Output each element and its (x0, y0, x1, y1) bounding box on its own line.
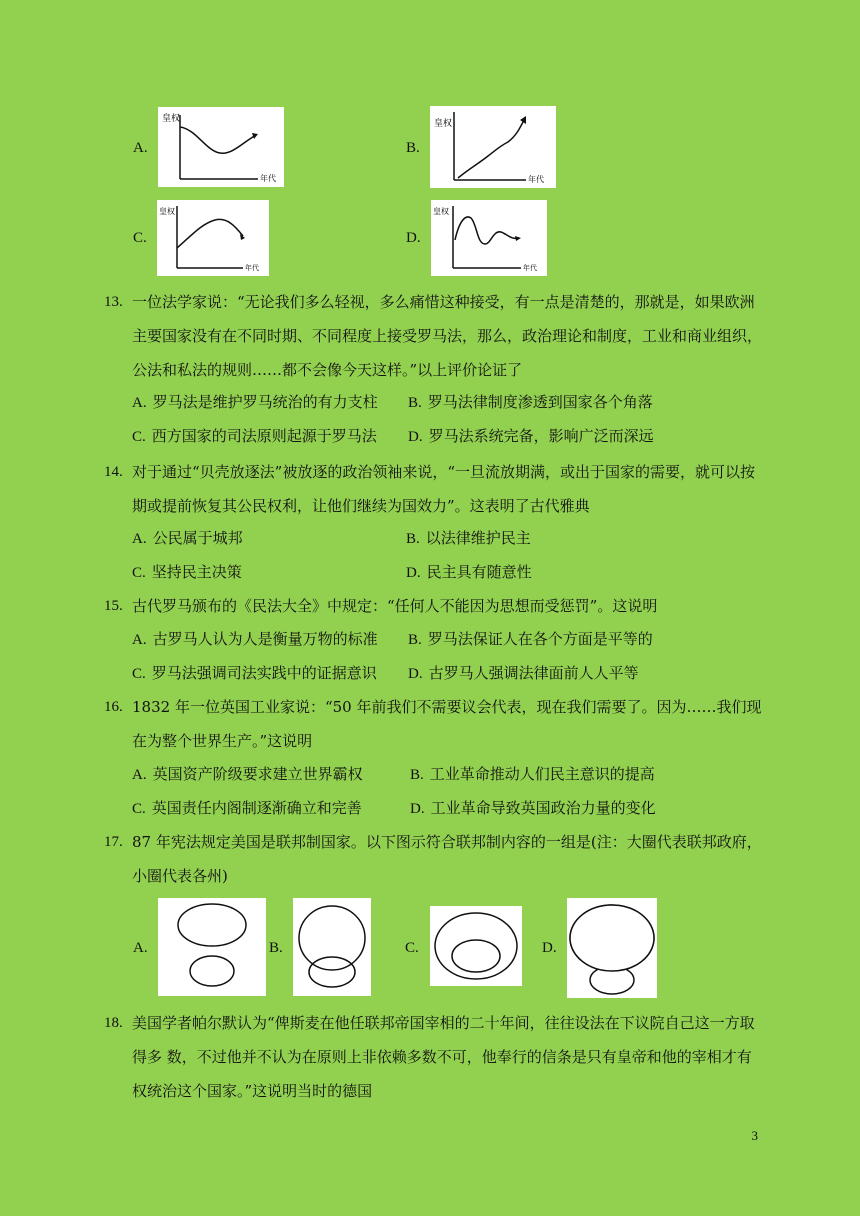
q12-option-a-label: A. (133, 140, 148, 156)
q14-option-c-label: C. (132, 565, 146, 581)
q15-option-a-label: A. (132, 632, 147, 648)
q13-option-d-text: 罗马法系统完备，影响广泛而深远 (428, 427, 654, 445)
q16-option-c-label: C. (132, 801, 146, 817)
question-14-number: 14. (104, 464, 123, 480)
q13-option-a[interactable] (132, 392, 378, 413)
q14-option-b-label: B. (406, 531, 420, 547)
q16-option-b-text: 工业革命推动人们民主意识的提高 (429, 765, 655, 783)
q13-option-a-label: A. (132, 395, 147, 411)
q12-option-b-label: B. (406, 140, 420, 156)
question-18-stem: 美国学者帕尔默认为“俾斯麦在他任联邦帝国宰相的二十年间，往往设法在下议院自己这一方取得多 数，不过他并不认为在原则上非依赖多数不可，他奉行的信条是只有皇帝和他的宰相才有权统治这个国家。”这说明当时的德国 (132, 1014, 755, 1100)
q15-option-a[interactable] (132, 629, 378, 650)
q15-option-d[interactable] (408, 663, 639, 684)
q13-option-d-label: D. (408, 429, 423, 445)
q13-option-c-label: C. (132, 429, 146, 445)
q17-diagram-a (158, 898, 266, 996)
question-18-number: 18. (104, 1015, 123, 1031)
q13-option-b[interactable] (408, 392, 653, 413)
question-14-stem: 对于通过“贝壳放逐法”被放逐的政治领袖来说，“一旦流放期满，或出于国家的需要，就可以按期或提前恢复其公民权利，让他们继续为国效力”。这表明了古代雅典 (132, 463, 756, 515)
q16-option-d-text: 工业革命导致英国政治力量的变化 (430, 799, 656, 817)
q17-diagram-c (430, 906, 522, 986)
q14-option-d-text: 民主具有随意性 (426, 563, 532, 581)
q13-option-d[interactable] (408, 426, 654, 447)
q12-chart-a (158, 107, 284, 187)
q15-option-b-text: 罗马法保证人在各个方面是平等的 (427, 630, 653, 648)
q12-chart-a-ylabel: 皇权 (162, 114, 181, 124)
question-17 (104, 825, 764, 893)
q16-option-c[interactable] (132, 798, 362, 819)
q16-option-c-text: 英国责任内阁制逐渐确立和完善 (151, 799, 362, 817)
question-13-number: 13. (104, 294, 123, 310)
q14-option-a-label: A. (132, 531, 147, 547)
q16-option-d-label: D. (410, 801, 425, 817)
question-16-stem: 1832 年一位英国工业家说：“50 年前我们不需要议会代表，现在我们需要了。因为……我们现在为整个世界生产。”这说明 (132, 698, 762, 750)
q15-option-c[interactable] (132, 663, 377, 684)
q12-chart-b (430, 106, 556, 188)
question-15 (104, 589, 764, 623)
q12-chart-d-ylabel: 皇权 (433, 207, 449, 216)
q14-option-c-text: 坚持民主决策 (151, 563, 242, 581)
question-18 (104, 1006, 764, 1108)
q16-option-d[interactable] (410, 798, 656, 819)
q14-option-b[interactable] (406, 528, 531, 549)
q15-option-a-text: 古罗马人认为人是衡量万物的标准 (152, 630, 378, 648)
page-number: 3 (751, 1128, 758, 1143)
q17-option-b-label[interactable]: B. (269, 940, 283, 956)
q16-option-b[interactable] (410, 764, 655, 785)
q14-option-c[interactable] (132, 562, 242, 583)
q12-chart-b-xlabel: 年代 (528, 175, 544, 184)
question-15-stem: 古代罗马颁布的《民法大全》中规定：“任何人不能因为思想而受惩罚”。这说明 (132, 597, 658, 615)
q12-chart-a-xlabel: 年代 (260, 174, 276, 183)
q13-option-c[interactable] (132, 426, 377, 447)
q17-diagram-d (567, 898, 657, 998)
q16-option-a-label: A. (132, 767, 147, 783)
q12-option-d-label: D. (406, 230, 421, 246)
q15-option-b-label: B. (408, 632, 422, 648)
q15-option-d-text: 古罗马人强调法律面前人人平等 (428, 664, 639, 682)
question-13-stem: 一位法学家说：“无论我们多么轻视，多么痛惜这种接受，有一点是清楚的，那就是，如果欧洲主要国家没有在不同时期、不同程度上接受罗马法，那么，政治理论和制度，工业和商业组织，公法和私法的规则……都不会像今天这样。”以上评价论证了 (132, 293, 763, 379)
q15-option-b[interactable] (408, 629, 653, 650)
q12-chart-d (431, 200, 547, 276)
q12-chart-c (157, 200, 269, 276)
q12-option-c-label: C. (133, 230, 147, 246)
q13-option-c-text: 西方国家的司法原则起源于罗马法 (151, 427, 377, 445)
q14-option-a-text: 公民属于城邦 (152, 529, 243, 547)
q16-option-b-label: B. (410, 767, 424, 783)
q14-option-d-label: D. (406, 565, 421, 581)
q17-option-c-label[interactable]: C. (405, 940, 419, 956)
question-15-number: 15. (104, 598, 123, 614)
question-16-number: 16. (104, 699, 123, 715)
question-14 (104, 455, 764, 523)
question-17-stem: 87 年宪法规定美国是联邦制国家。以下图示符合联邦制内容的一组是(注：大圈代表联邦政府，小圈代表各州) (132, 833, 762, 885)
q14-option-a[interactable] (132, 528, 243, 549)
q13-option-b-label: B. (408, 395, 422, 411)
q17-diagram-b (293, 898, 371, 996)
question-13 (104, 285, 764, 387)
q13-option-b-text: 罗马法律制度渗透到国家各个角落 (427, 393, 653, 411)
q15-option-c-text: 罗马法强调司法实践中的证据意识 (151, 664, 377, 682)
q12-chart-c-ylabel: 皇权 (159, 207, 175, 216)
q13-option-a-text: 罗马法是维护罗马统治的有力支柱 (152, 393, 378, 411)
question-17-number: 17. (104, 834, 123, 850)
q12-chart-d-xlabel: 年代 (523, 264, 537, 272)
q17-option-d-label[interactable]: D. (542, 940, 557, 956)
q15-option-d-label: D. (408, 666, 423, 682)
q12-chart-c-xlabel: 年代 (245, 264, 259, 272)
q17-option-a-label[interactable]: A. (133, 940, 148, 956)
question-16 (104, 690, 764, 758)
q16-option-a[interactable] (132, 764, 363, 785)
q15-option-c-label: C. (132, 666, 146, 682)
q12-chart-b-ylabel: 皇权 (434, 119, 453, 129)
q14-option-b-text: 以法律维护民主 (425, 529, 531, 547)
q16-option-a-text: 英国资产阶级要求建立世界霸权 (152, 765, 363, 783)
q14-option-d[interactable] (406, 562, 532, 583)
